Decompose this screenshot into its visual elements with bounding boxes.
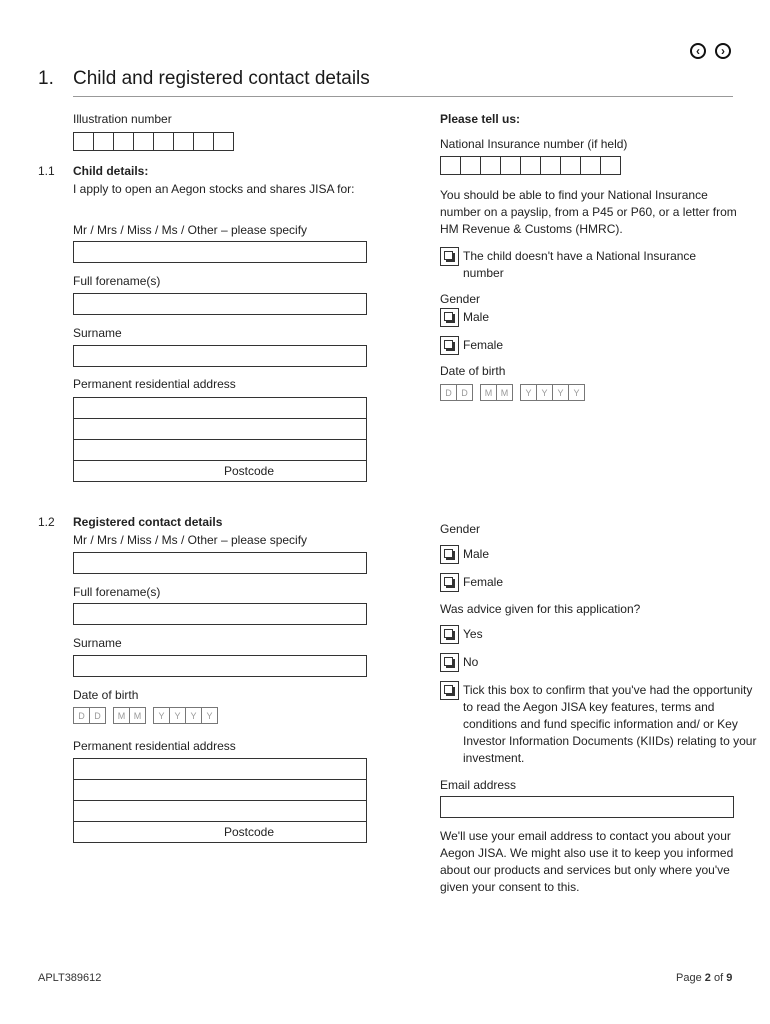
input-cell[interactable] [600, 156, 621, 175]
contact-section-number: 1.2 [38, 515, 55, 529]
year-cell[interactable]: Y [520, 384, 537, 401]
checkbox-icon [444, 251, 453, 260]
advice-no-label: No [463, 655, 479, 669]
input-cell[interactable] [153, 132, 174, 151]
checkbox-icon [444, 549, 453, 558]
no-ni-checkbox[interactable] [440, 247, 459, 266]
contact-dob-input[interactable] [73, 707, 217, 724]
page-indicator [676, 972, 732, 984]
child-address-line-2[interactable] [73, 418, 367, 440]
confirm-documents-label: Tick this box to confirm that you've had the opportunity to read the Aegon JISA key features, terms and conditions and fund specific information and/ or Key Investor Information Documents (KIIDs) relating to your investment. [463, 683, 757, 765]
child-surname-input[interactable] [73, 345, 367, 367]
advice-yes-checkbox[interactable] [440, 625, 459, 644]
year-cell[interactable]: Y [568, 384, 585, 401]
contact-forename-label: Full forename(s) [73, 585, 161, 599]
contact-surname-label: Surname [73, 636, 122, 650]
contact-female-checkbox[interactable] [440, 573, 459, 592]
no-ni-label: The child doesn't have a National Insurance number [463, 249, 697, 280]
contact-address-label: Permanent residential address [73, 739, 236, 753]
child-male-option[interactable] [440, 308, 489, 327]
input-cell[interactable] [173, 132, 194, 151]
year-cell[interactable]: Y [536, 384, 553, 401]
ni-number-label: National Insurance number (if held) [440, 137, 628, 151]
previous-page-icon[interactable]: ‹ [690, 43, 706, 59]
section-number: 1. [38, 68, 54, 89]
input-cell[interactable] [480, 156, 501, 175]
day-cell[interactable]: D [89, 707, 106, 724]
advice-no-checkbox[interactable] [440, 653, 459, 672]
contact-surname-input[interactable] [73, 655, 367, 677]
input-cell[interactable] [133, 132, 154, 151]
checkbox-icon [444, 577, 453, 586]
child-gender-label: Gender [440, 292, 481, 306]
contact-postcode-field[interactable] [73, 821, 367, 843]
ni-number-input[interactable] [440, 156, 620, 175]
month-cell[interactable]: M [480, 384, 497, 401]
child-surname-label: Surname [73, 326, 122, 340]
child-address-line-3[interactable] [73, 439, 367, 461]
child-address-label: Permanent residential address [73, 377, 236, 391]
advice-yes-option[interactable] [440, 625, 483, 644]
page-prefix: Page [676, 972, 702, 984]
section-title: Child and registered contact details [73, 68, 370, 89]
document-code: APLT389612 [38, 972, 102, 984]
page-total: 9 [726, 972, 733, 984]
contact-postcode-label: Postcode [224, 825, 275, 839]
input-cell[interactable] [520, 156, 541, 175]
input-cell[interactable] [93, 132, 114, 151]
illustration-number-input[interactable] [73, 132, 233, 151]
advice-yes-label: Yes [463, 627, 483, 641]
contact-dob-label: Date of birth [73, 688, 139, 702]
ni-help-text: You should be able to find your National Insurance number on a payslip, from a P45 or P60, or a letter from HM Revenue & Customs (HMRC). [440, 188, 737, 236]
contact-male-label: Male [463, 547, 490, 561]
child-section-number: 1.1 [38, 164, 55, 178]
input-cell[interactable] [540, 156, 561, 175]
contact-female-label: Female [463, 575, 504, 589]
month-cell[interactable]: M [496, 384, 513, 401]
month-cell[interactable]: M [129, 707, 146, 724]
child-male-checkbox[interactable] [440, 308, 459, 327]
month-cell[interactable]: M [113, 707, 130, 724]
day-cell[interactable]: D [73, 707, 90, 724]
page-current: 2 [704, 972, 711, 984]
child-title-input[interactable] [73, 241, 367, 263]
tell-us-heading: Please tell us: [440, 112, 521, 126]
day-cell[interactable]: D [440, 384, 457, 401]
checkbox-icon [444, 685, 453, 694]
email-help-text: We'll use your email address to contact you about your Aegon JISA. We might also use it to keep you informed about our products and services but only where you've given your consent to this. [440, 829, 734, 894]
contact-title-label: Mr / Mrs / Miss / Ms / Other – please specify [73, 533, 308, 547]
input-cell[interactable] [193, 132, 214, 151]
child-postcode-field[interactable] [73, 460, 367, 482]
checkbox-icon [444, 312, 453, 321]
child-postcode-label: Postcode [224, 464, 275, 478]
checkbox-icon [444, 629, 453, 638]
no-ni-checkbox-row[interactable] [440, 247, 740, 282]
checkbox-icon [444, 657, 453, 666]
child-female-checkbox[interactable] [440, 336, 459, 355]
checkbox-icon [444, 340, 453, 349]
confirm-documents-option[interactable] [440, 681, 760, 767]
advice-no-option[interactable] [440, 653, 478, 672]
year-cell[interactable]: Y [153, 707, 170, 724]
input-cell[interactable] [500, 156, 521, 175]
section-divider [73, 96, 733, 97]
page-of: of [713, 972, 724, 984]
year-cell[interactable]: Y [201, 707, 218, 724]
contact-male-checkbox[interactable] [440, 545, 459, 564]
contact-details-heading: Registered contact details [73, 515, 223, 529]
email-input[interactable] [440, 796, 734, 818]
illustration-number-label: Illustration number [73, 112, 172, 126]
contact-female-option[interactable] [440, 573, 503, 592]
contact-male-option[interactable] [440, 545, 489, 564]
child-intro-text: I apply to open an Aegon stocks and shares JISA for: [73, 182, 355, 196]
child-forename-input[interactable] [73, 293, 367, 315]
year-cell[interactable]: Y [552, 384, 569, 401]
contact-address-line-2[interactable] [73, 779, 367, 801]
child-dob-input[interactable] [440, 384, 584, 401]
child-dob-label: Date of birth [440, 364, 506, 378]
child-details-heading: Child details: [73, 164, 149, 178]
child-female-option[interactable] [440, 336, 503, 355]
input-cell[interactable] [73, 132, 94, 151]
input-cell[interactable] [460, 156, 481, 175]
confirm-documents-checkbox[interactable] [440, 681, 459, 700]
contact-title-input[interactable] [73, 552, 367, 574]
email-label: Email address [440, 778, 517, 792]
child-female-label: Female [463, 338, 504, 352]
day-cell[interactable]: D [456, 384, 473, 401]
year-cell[interactable]: Y [185, 707, 202, 724]
contact-address-line-1[interactable] [73, 758, 367, 780]
child-male-label: Male [463, 310, 490, 324]
year-cell[interactable]: Y [169, 707, 186, 724]
input-cell[interactable] [213, 132, 234, 151]
contact-forename-input[interactable] [73, 603, 367, 625]
child-forename-label: Full forename(s) [73, 274, 161, 288]
next-page-icon[interactable]: › [715, 43, 731, 59]
child-title-label: Mr / Mrs / Miss / Ms / Other – please specify [73, 223, 308, 237]
input-cell[interactable] [113, 132, 134, 151]
child-address-line-1[interactable] [73, 397, 367, 419]
input-cell[interactable] [560, 156, 581, 175]
input-cell[interactable] [580, 156, 601, 175]
contact-address-line-3[interactable] [73, 800, 367, 822]
input-cell[interactable] [440, 156, 461, 175]
contact-gender-label: Gender [440, 522, 481, 536]
advice-question: Was advice given for this application? [440, 602, 641, 616]
